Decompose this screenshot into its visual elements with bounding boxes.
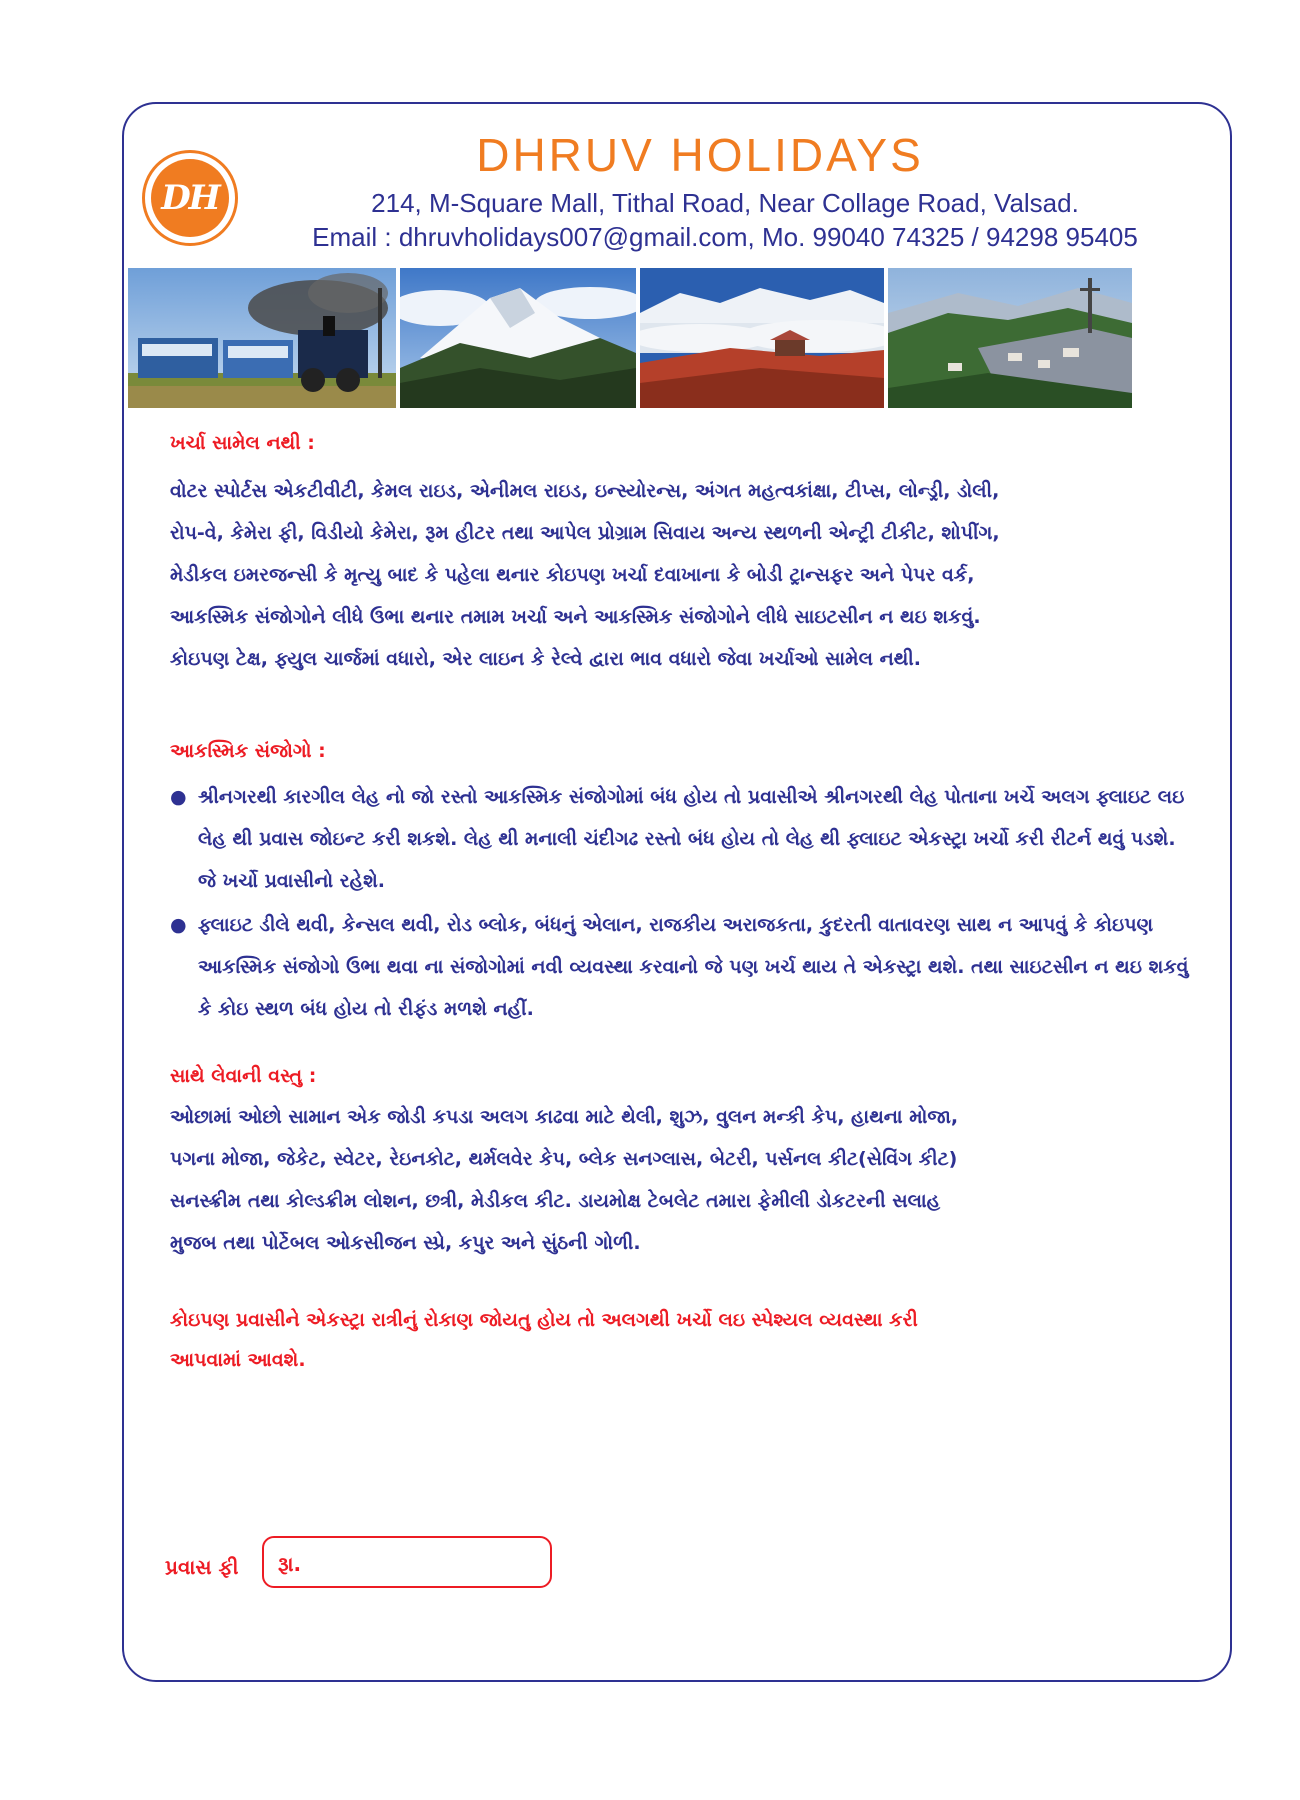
company-logo	[142, 150, 238, 246]
contingency-text: ફ્લાઇટ ડીલે થવી, કેન્સલ થવી, રોડ બ્લોક, બંધનું એલાન, રાજકીય અરાજકતા, કુદરતી વાતાવરણ સાથ ન આપવું કે કોઇપણ આકસ્મિક સંજોગો ઉભા થવા ના સંજોગોમાં નવી વ્યવસ્થા કરવાનો જે પણ ખર્ચ થાય તે એકસ્ટ્રા થશે. તથા સાઇટસીન ન થઇ શકવું કે કોઇ સ્થળ બંધ હોય તો રીફંડ મળશે નહીં.	[198, 914, 1189, 1020]
bullet-dot: ●	[170, 914, 187, 936]
bullet-dot: ●	[170, 786, 187, 808]
company-name: DHRUV HOLIDAYS	[476, 129, 924, 181]
contingency-item	[170, 904, 1200, 1030]
carry-line: પગના મોજા, જેકેટ, સ્વેટર, રેઇનકોટ, થર્મલવેર કેપ, બ્લેક સનગ્લાસ, બેટરી, પર્સનલ કીટ(સેવિંગ કીટ)	[170, 1148, 958, 1170]
contingency-text: શ્રીનગરથી કારગીલ લેહ નો જો રસ્તો આકસ્મિક સંજોગોમાં બંધ હોય તો પ્રવાસીએ શ્રીનગરથી લેહ પોતાના ખર્ચે અલગ ફ્લાઇટ લઇ લેહ થી પ્રવાસ જોઇન્ટ કરી શકશે. લેહ થી મનાલી ચંદીગઢ રસ્તો બંધ હોય તો લેહ થી ફ્લાઇટ એકસ્ટ્રા ખર્ચો કરી રીટર્ન થવું પડશે. જે ખર્ચો પ્રવાસીનો રહેશે.	[198, 786, 1185, 892]
photo-snow-mountain	[400, 268, 636, 408]
tour-fee-currency: રૂા.	[278, 1552, 302, 1576]
company-address: 214, M-Square Mall, Tithal Road, Near Collage Road, Valsad.	[371, 188, 1079, 218]
note-line: કોઇપણ પ્રવાસીને એકસ્ટ્રા રાત્રીનું રોકાણ જોયતુ હોય તો અલગથી ખર્ચો લઇ સ્પેશ્યલ વ્યવસ્થા કરી	[170, 1309, 918, 1331]
excluded-line: મેડીકલ ઇમરજન્સી કે મૃત્યુ બાદ કે પહેલા થનાર કોઇપણ ખર્ચા દવાખાના કે બોડી ટ્રાન્સફર અને પેપર વર્ક,	[170, 564, 975, 586]
carry-line: મુજબ તથા પોર્ટેબલ ઓકસીજન સ્પ્રે, કપુર અને સુંઠની ગોળી.	[170, 1232, 641, 1254]
photo-toy-train	[128, 268, 396, 408]
excluded-title: ખર્ચા સામેલ નથી :	[170, 432, 315, 454]
excluded-line: આકસ્મિક સંજોગોને લીધે ઉભા થનાર તમામ ખર્ચા અને આકસ્મિક સંજોગોને લીધે સાઇટસીન ન થઇ શકવું.	[170, 606, 981, 628]
excluded-line: કોઇપણ ટેક્ષ, ફ્યુલ ચાર્જમાં વધારો, એર લાઇન કે રેલ્વે દ્વારા ભાવ વધારો જેવા ખર્ચાઓ સામેલ નથી.	[170, 648, 921, 670]
carry-line: ઓછામાં ઓછો સામાન એક જોડી કપડા અલગ કાઢવા માટે થેલી, શુઝ, વુલન મન્કી કેપ, હાથના મોજા,	[170, 1106, 959, 1128]
excluded-text	[170, 470, 1190, 680]
carry-text	[170, 1096, 1130, 1264]
contingencies-list	[170, 776, 1200, 1032]
excluded-line: રોપ-વે, કેમેરા ફી, વિડીયો કેમેરા, રૂમ હીટર તથા આપેલ પ્રોગ્રામ સિવાય અન્ય સ્થળની એન્ટ્રી ટીકીટ, શોપીંગ,	[170, 522, 1000, 544]
photo-mountain-clouds	[640, 268, 884, 408]
tour-fee-label: પ્રવાસ ફી	[165, 1555, 239, 1579]
extra-night-note	[170, 1300, 1090, 1380]
contingencies-title: આકસ્મિક સંજોગો :	[170, 740, 326, 762]
contingency-item	[170, 776, 1200, 902]
tour-fee-field[interactable]	[262, 1536, 552, 1588]
carry-title: સાથે લેવાની વસ્તુ :	[170, 1065, 317, 1087]
excluded-line: વોટર સ્પોર્ટસ એકટીવીટી, કેમલ રાઇડ, એનીમલ રાઇડ, ઇન્સ્યોરન્સ, અંગત મહત્વકાંક્ષા, ટીપ્સ, લોન્ડ્રી, ડોલી,	[170, 480, 1000, 502]
note-line: આપવામાં આવશે.	[170, 1349, 306, 1371]
photo-hill-town	[888, 268, 1132, 408]
logo-monogram: DH	[151, 159, 229, 237]
company-contact: Email : dhruvholidays007@gmail.com, Mo. 99040 74325 / 94298 95405	[312, 222, 1138, 252]
carry-line: સનસ્ક્રીમ તથા કોલ્ડક્રીમ લોશન, છત્રી, મેડીકલ કીટ. ડાયમોક્ષ ટેબલેટ તમારા ફેમીલી ડોકટરની સલાહ	[170, 1190, 941, 1212]
